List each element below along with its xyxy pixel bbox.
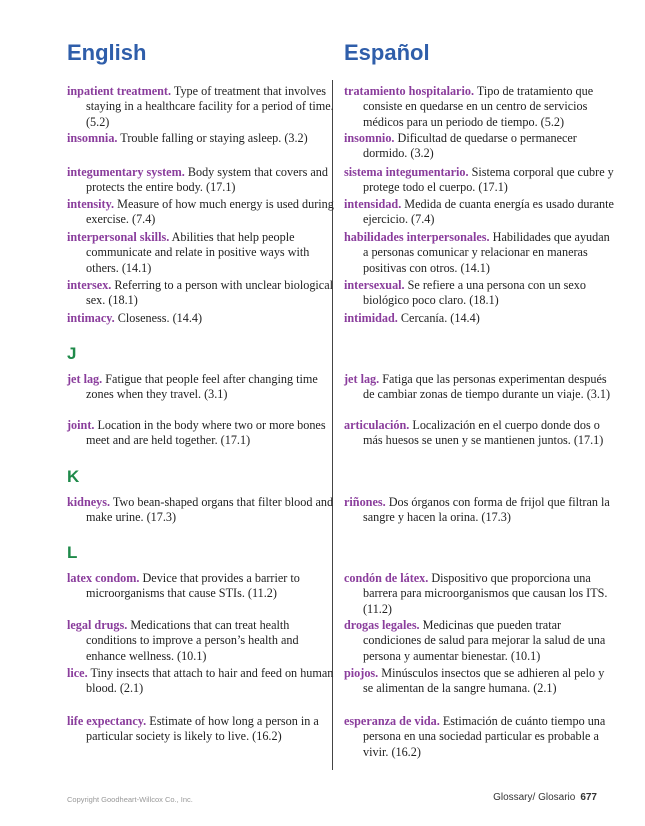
glossary-entry-en bbox=[67, 714, 338, 745]
entry-term: latex condom. bbox=[67, 571, 140, 585]
entry-definition: Cercanía. (14.4) bbox=[400, 311, 480, 325]
entry-definition: Dos órganos con forma de frijol que filtran la sangre y hacen la orina. (17.3) bbox=[363, 495, 610, 525]
entry-definition: Tiny insects that attach to hair and feed on human blood. (2.1) bbox=[86, 666, 334, 696]
entry-definition: Medicinas que pueden tratar condiciones de salud para mejorar la salud de una persona y aumentar bienestar. (10.1) bbox=[363, 618, 606, 663]
glossary-entry-en bbox=[67, 311, 338, 326]
entry-term: intimidad. bbox=[344, 311, 398, 325]
footer-page-info bbox=[493, 792, 597, 803]
entry-term: jet lag. bbox=[344, 372, 380, 386]
entry-definition: Se refiere a una persona con un sexo biológico poco claro. (18.1) bbox=[363, 278, 586, 308]
glossary-entry-en bbox=[67, 278, 338, 309]
glossary-entry-es bbox=[344, 84, 617, 130]
glossary-entry-en bbox=[67, 84, 338, 130]
entry-definition: Medida de cuanta energía es usado durante ejercicio. (7.4) bbox=[363, 197, 614, 227]
glossary-entry-en bbox=[67, 495, 338, 526]
entry-definition: Abilities that help people communicate and relate in positive ways with others. (14.1) bbox=[86, 230, 310, 275]
entry-term: legal drugs. bbox=[67, 618, 128, 632]
entry-definition: Fatiga que las personas experimentan después de cambiar zonas de tiempo durante un viaje. (3.1) bbox=[363, 372, 611, 402]
section-letter-l: L bbox=[67, 543, 78, 562]
entry-term: insomnio. bbox=[344, 131, 395, 145]
entry-term: lice. bbox=[67, 666, 88, 680]
entry-definition: Device that provides a barrier to microorganisms that cause STIs. (11.2) bbox=[86, 571, 300, 601]
entry-definition: Trouble falling or staying asleep. (3.2) bbox=[120, 131, 308, 145]
entry-definition: Fatigue that people feel after changing time zones when they travel. (3.1) bbox=[86, 372, 318, 402]
footer-section: Glossary/ Glosario bbox=[493, 792, 576, 803]
entry-definition: Dispositivo que proporciona una barrera para microorganismos que causan los ITS. (11.2) bbox=[363, 571, 608, 616]
glossary-entry-es bbox=[344, 666, 617, 697]
entry-definition: Referring to a person with unclear biological sex. (18.1) bbox=[86, 278, 334, 308]
section-letter-j: J bbox=[67, 344, 77, 363]
glossary-entry-es bbox=[344, 495, 617, 526]
glossary-entry-en bbox=[67, 165, 338, 196]
entry-definition: Dificultad de quedarse o permanecer dormido. (3.2) bbox=[363, 131, 577, 161]
glossary-entry-es bbox=[344, 311, 617, 326]
entry-definition: Closeness. (14.4) bbox=[117, 311, 203, 325]
entry-term: drogas legales. bbox=[344, 618, 420, 632]
entry-definition: Two bean-shaped organs that filter blood and make urine. (17.3) bbox=[86, 495, 334, 525]
entry-definition: Medications that can treat health conditions to improve a person’s health and enhance wellness. (10.1) bbox=[86, 618, 299, 663]
entry-definition: Tipo de tratamiento que consiste en quedarse en un centro de servicios médicos para un periodo de tiempo. (5.2) bbox=[363, 84, 594, 129]
glossary-entry-es bbox=[344, 418, 617, 449]
glossary-entry-es bbox=[344, 618, 617, 664]
entry-term: tratamiento hospitalario. bbox=[344, 84, 474, 98]
entry-definition: Estimate of how long a person in a particular society is likely to live. (16.2) bbox=[86, 714, 319, 744]
entry-definition: Localización en el cuerpo donde dos o más huesos se unen y se mantienen juntos. (17.1) bbox=[363, 418, 604, 448]
entry-term: intensidad. bbox=[344, 197, 402, 211]
entry-term: habilidades interpersonales. bbox=[344, 230, 490, 244]
glossary-entry-es bbox=[344, 165, 617, 196]
entry-term: sistema integumentario. bbox=[344, 165, 469, 179]
entry-term: intersex. bbox=[67, 278, 112, 292]
glossary-entry-en bbox=[67, 372, 338, 403]
entry-term: intersexual. bbox=[344, 278, 405, 292]
section-letter-k: K bbox=[67, 467, 80, 486]
glossary-entry-en bbox=[67, 197, 338, 228]
page-number: 677 bbox=[580, 792, 597, 803]
entry-definition: Type of treatment that involves staying in a healthcare facility for a period of time. (5.2) bbox=[86, 84, 334, 129]
glossary-entry-en bbox=[67, 571, 338, 602]
glossary-entry-es bbox=[344, 230, 617, 276]
glossary-entry-es bbox=[344, 278, 617, 309]
glossary-entry-es bbox=[344, 714, 617, 760]
entry-term: insomnia. bbox=[67, 131, 118, 145]
entry-definition: Location in the body where two or more bones meet and are held together. (17.1) bbox=[86, 418, 326, 448]
glossary-entry-en bbox=[67, 230, 338, 276]
entry-definition: Body system that covers and protects the entire body. (17.1) bbox=[86, 165, 328, 195]
glossary-entry-en bbox=[67, 418, 338, 449]
entry-term: intimacy. bbox=[67, 311, 115, 325]
glossary-entry-es bbox=[344, 571, 617, 617]
heading-spanish: Español bbox=[344, 40, 430, 65]
glossary-entry-en bbox=[67, 618, 338, 664]
footer-copyright: Copyright Goodheart-Willcox Co., Inc. bbox=[67, 795, 193, 804]
entry-term: esperanza de vida. bbox=[344, 714, 440, 728]
entry-definition: Sistema corporal que cubre y protege todo el cuerpo. (17.1) bbox=[363, 165, 614, 195]
glossary-entry-es bbox=[344, 131, 617, 162]
entry-term: condón de látex. bbox=[344, 571, 429, 585]
entry-term: inpatient treatment. bbox=[67, 84, 172, 98]
entry-term: kidneys. bbox=[67, 495, 111, 509]
glossary-entry-en bbox=[67, 666, 338, 697]
entry-definition: Estimación de cuánto tiempo una persona en una sociedad particular es probable a vivir. (16.2) bbox=[363, 714, 606, 759]
entry-term: interpersonal skills. bbox=[67, 230, 170, 244]
entry-term: piojos. bbox=[344, 666, 379, 680]
entry-definition: Minúsculos insectos que se adhieren al pelo y se alimentan de la sangre humana. (2.1) bbox=[363, 666, 605, 696]
glossary-entry-en bbox=[67, 131, 338, 146]
entry-term: riñones. bbox=[344, 495, 386, 509]
glossary-entry-es bbox=[344, 372, 617, 403]
glossary-entry-es bbox=[344, 197, 617, 228]
entry-definition: Measure of how much energy is used during exercise. (7.4) bbox=[86, 197, 334, 227]
entry-definition: Habilidades que ayudan a personas comunicar y relacionar en maneras positivas con otros. (14.1) bbox=[363, 230, 610, 275]
entry-term: jet lag. bbox=[67, 372, 103, 386]
entry-term: articulación. bbox=[344, 418, 410, 432]
entry-term: joint. bbox=[67, 418, 95, 432]
entry-term: life expectancy. bbox=[67, 714, 147, 728]
heading-english: English bbox=[67, 40, 147, 65]
entry-term: integumentary system. bbox=[67, 165, 185, 179]
entry-term: intensity. bbox=[67, 197, 115, 211]
